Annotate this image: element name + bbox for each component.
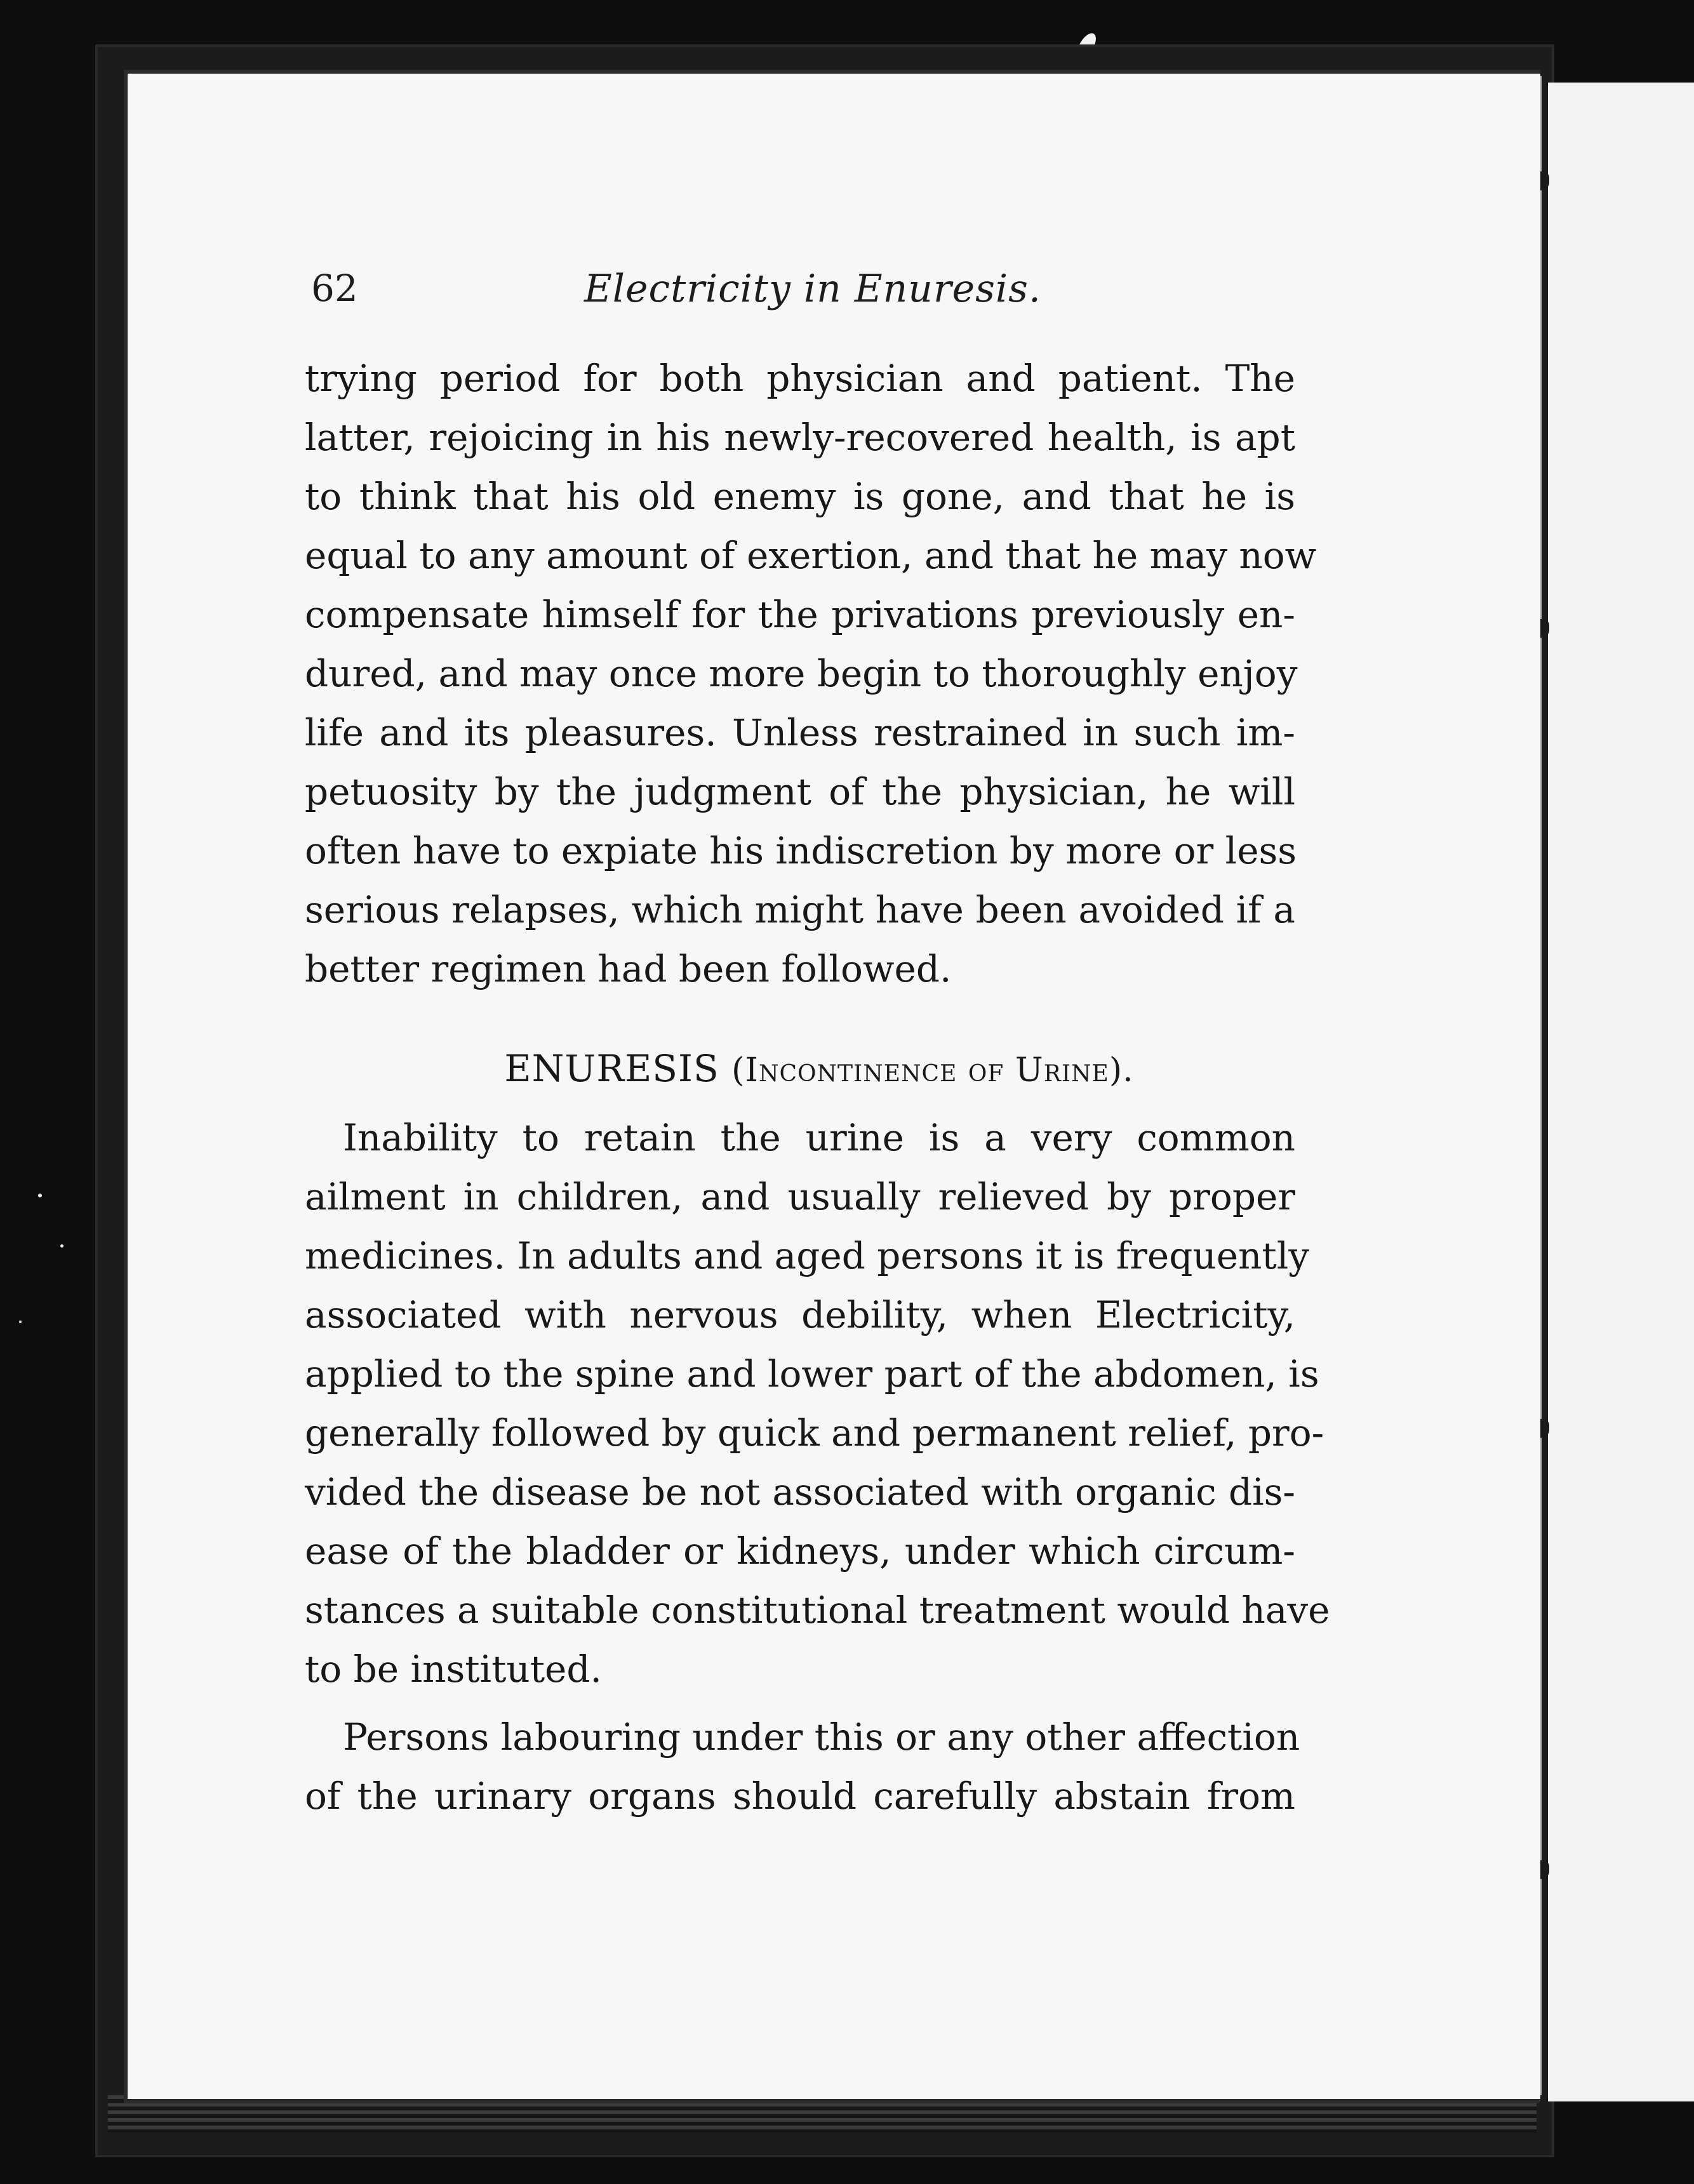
text-line: petuosity by the judgment of the physician, he will (305, 770, 1295, 813)
page-number: 62 (311, 267, 358, 310)
running-title: Electricity in Enuresis. (584, 267, 1041, 311)
section-heading-subtitle: (Incontinence of Urine). (731, 1051, 1134, 1089)
text-line: ease of the bladder or kidneys, under which circum- (305, 1529, 1295, 1573)
paragraph (305, 349, 1317, 999)
text-line: Persons labouring under this or any other affection (343, 1715, 1300, 1759)
text-line: medicines. In adults and aged persons it is frequently (305, 1234, 1310, 1277)
text-line: stances a suitable constitutional treatment would have (305, 1588, 1330, 1632)
page-body (305, 349, 1330, 1826)
dust-speck (60, 1244, 63, 1248)
text-line: applied to the spine and lower part of the abdomen, is (305, 1352, 1319, 1395)
text-line: ailment in children, and usually relieved by proper (305, 1175, 1295, 1218)
text-line: Inability to retain the urine is a very common (343, 1116, 1295, 1159)
text-line: life and its pleasures. Unless restrained in such im- (305, 711, 1295, 754)
text-line: associated with nervous debility, when Electricity, (305, 1293, 1295, 1336)
running-head (311, 267, 1454, 330)
text-line: generally followed by quick and permanent relief, pro- (305, 1411, 1324, 1455)
section-heading (305, 1037, 1295, 1102)
facing-page (1543, 83, 1694, 2101)
dust-speck (19, 1321, 22, 1323)
text-line: latter, rejoicing in his newly-recovered health, is apt (305, 416, 1295, 459)
paragraph (305, 1109, 1330, 1699)
text-line: trying period for both physician and patient. The (305, 357, 1295, 400)
text-line: equal to any amount of exertion, and that he may now (305, 534, 1317, 577)
text-line: compensate himself for the privations previously en- (305, 593, 1295, 636)
text-line: of the urinary organs should carefully abstain from (305, 1774, 1295, 1818)
text-line: to be instituted. (305, 1648, 602, 1691)
text-line: vided the disease be not associated with organic dis- (305, 1470, 1295, 1514)
text-line: often have to expiate his indiscretion by more or less (305, 829, 1297, 872)
text-line: better regimen had been followed. (305, 947, 952, 990)
section-heading-main: ENURESIS (504, 1047, 719, 1090)
text-line: to think that his old enemy is gone, and that he is (305, 475, 1295, 518)
text-line: dured, and may once more begin to thoroughly enjoy (305, 652, 1298, 695)
dust-speck (38, 1194, 42, 1197)
text-line: serious relapses, which might have been avoided if a (305, 888, 1295, 931)
paragraph (305, 1708, 1300, 1826)
